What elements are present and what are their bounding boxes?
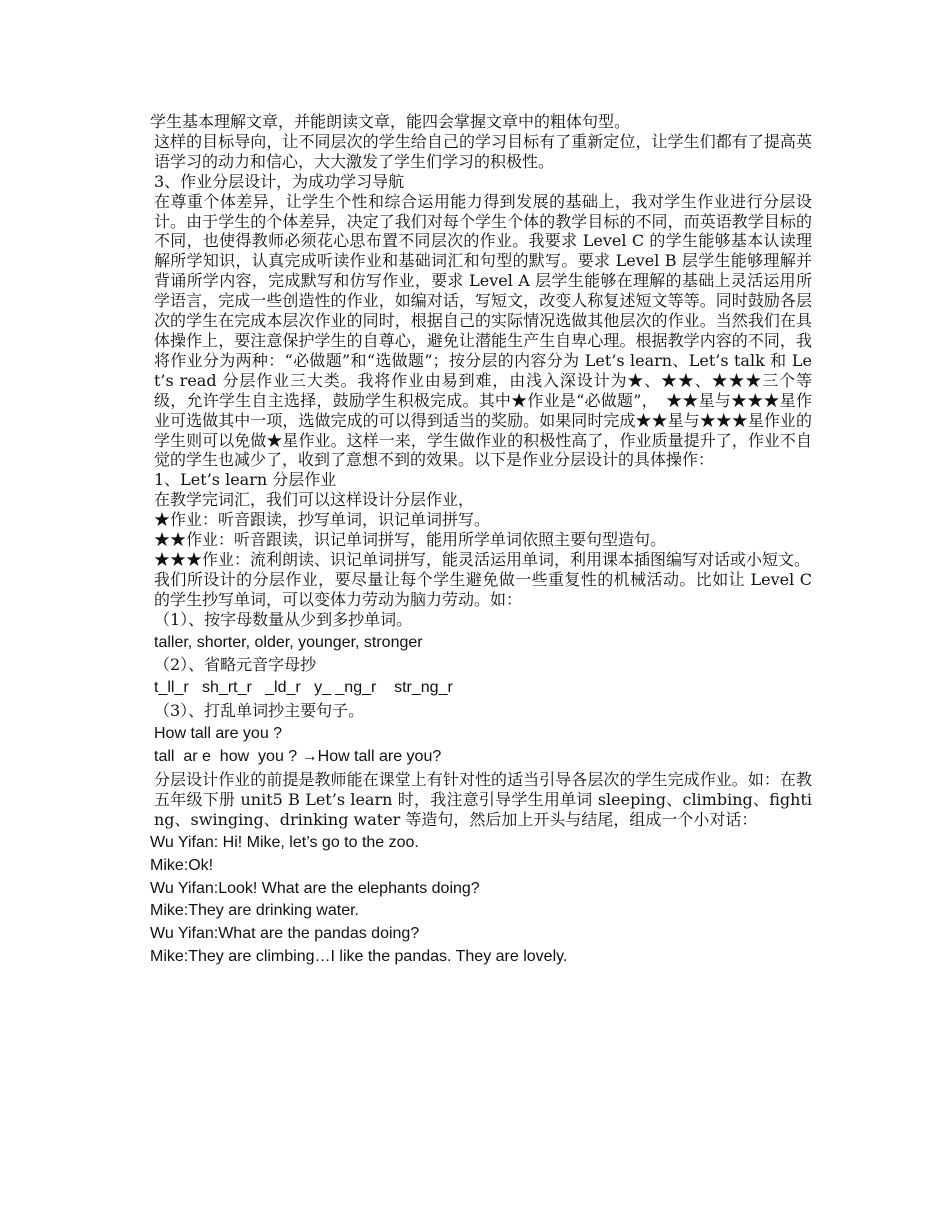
paragraph: 在尊重个体差异，让学生个性和综合运用能力得到发展的基础上，我对学生作业进行分层设计。由于学生的个体差异，决定了我们对每个学生个体的教学目标的不同，而英语教学目标的不同，也使得教师必须花心思布置不同层次的作业。我要求 Level C 的学生能够基本认读理解所学知识，认真完成听读作业和基础词汇和句型的默写。要求 Level B 层学生能够理解并背诵所学内容，完成默写和仿写作业，要求 Level A 层学生能够在理解的基础上灵活运用所学语言，完成一些创造性的作业，如编对话，写短文，改变人称复述短文等等。同时鼓励各层次的学生在完成本层次作业的同时，根据自己的实际情况选做其他层次的作业。当然我们在具体操作上，要注意保护学生的自尊心，避免让潜能生产生自卑心理。根据教学内容的不同，我将作业分为两种：“必做题”和“选做题”；按分层的内容分为 Let’s learn、Let’s talk 和 Let’s read 分层作业三大类。我将作业由易到难，由浅入深设计为★、★★、★★★三个等级，允许学生自主选择，鼓励学生积极完成。其中★作业是“必做题”， ★★星与★★★星作业可选做其中一项，选做完成的可以得到适当的奖励。如果同时完成★★星与★★★星作业的学生则可以免做★星作业。这样一来，学生做作业的积极性高了，作业质量提升了，作业不自觉的学生也减少了，收到了意想不到的效果。以下是作业分层设计的具体操作： [154, 191, 812, 470]
dialogue-line: Mike:They are climbing…I like the pandas. They are lovely. [150, 948, 568, 966]
example-line: t_ll_r sh_rt_r _ld_r y_ _ng_r str_ng_r [154, 679, 453, 697]
paragraph: 我们所设计的分层作业，要尽量让每个学生避免做一些重复性的机械活动。比如让 Level C 的学生抄写单词，可以变体力劳动为脑力劳动。如： [154, 569, 812, 609]
dialogue-line: Mike:They are drinking water. [150, 902, 359, 920]
paragraph: 学生基本理解文章，并能朗读文章，能四会掌握文章中的粗体句型。 [150, 112, 631, 131]
list-item: ★作业：听音跟读，抄写单词，识记单词拼写。 [154, 510, 491, 530]
dialogue-line: Mike:Ok! [150, 856, 214, 874]
dialogue-line: Wu Yifan:What are the pandas doing? [150, 925, 420, 943]
paragraph: 这样的目标导向，让不同层次的学生给自己的学习目标有了重新定位，让学生们都有了提高英语学习的动力和信心，大大激发了学生们学习的积极性。 [154, 131, 812, 171]
paragraph: 在教学完词汇，我们可以这样设计分层作业， [154, 490, 475, 510]
dialogue-line: Wu Yifan:Look! What are the elephants doing? [150, 879, 480, 897]
list-item: （2）、省略元音字母抄 [154, 655, 317, 675]
section-heading: 3、作业分层设计，为成功学习导航 [154, 171, 405, 191]
list-item: （1）、按字母数量从少到多抄单词。 [154, 609, 413, 629]
subsection-heading: 1、Let’s learn 分层作业 [154, 470, 337, 490]
example-line: taller, shorter, older, younger, stronger [154, 633, 423, 651]
list-item: ★★作业：听音跟读，识记单词拼写，能用所学单词依照主要句型造句。 [154, 530, 667, 550]
list-item: （3）、打乱单词抄主要句子。 [154, 701, 365, 721]
dialogue-line: Wu Yifan: Hi! Mike, let’s go to the zoo. [150, 833, 419, 851]
list-item: ★★★作业：流利朗读、识记单词拼写，能灵活运用单词，利用课本插图编写对话或小短文。 [154, 549, 811, 569]
example-line: tall ar e how you ? →How tall are you? [154, 748, 442, 766]
paragraph: 分层设计作业的前提是教师能在课堂上有针对性的适当引导各层次的学生完成作业。如：在教五年级下册 unit5 B Let’s learn 时，我注意引导学生用单词 sleeping、climbing、fighting、swinging、drinking water 等造句，然后加上开头与结尾，组成一个小对话： [154, 770, 812, 829]
document-page [140, 112, 812, 967]
example-line: How tall are you ? [154, 725, 283, 743]
